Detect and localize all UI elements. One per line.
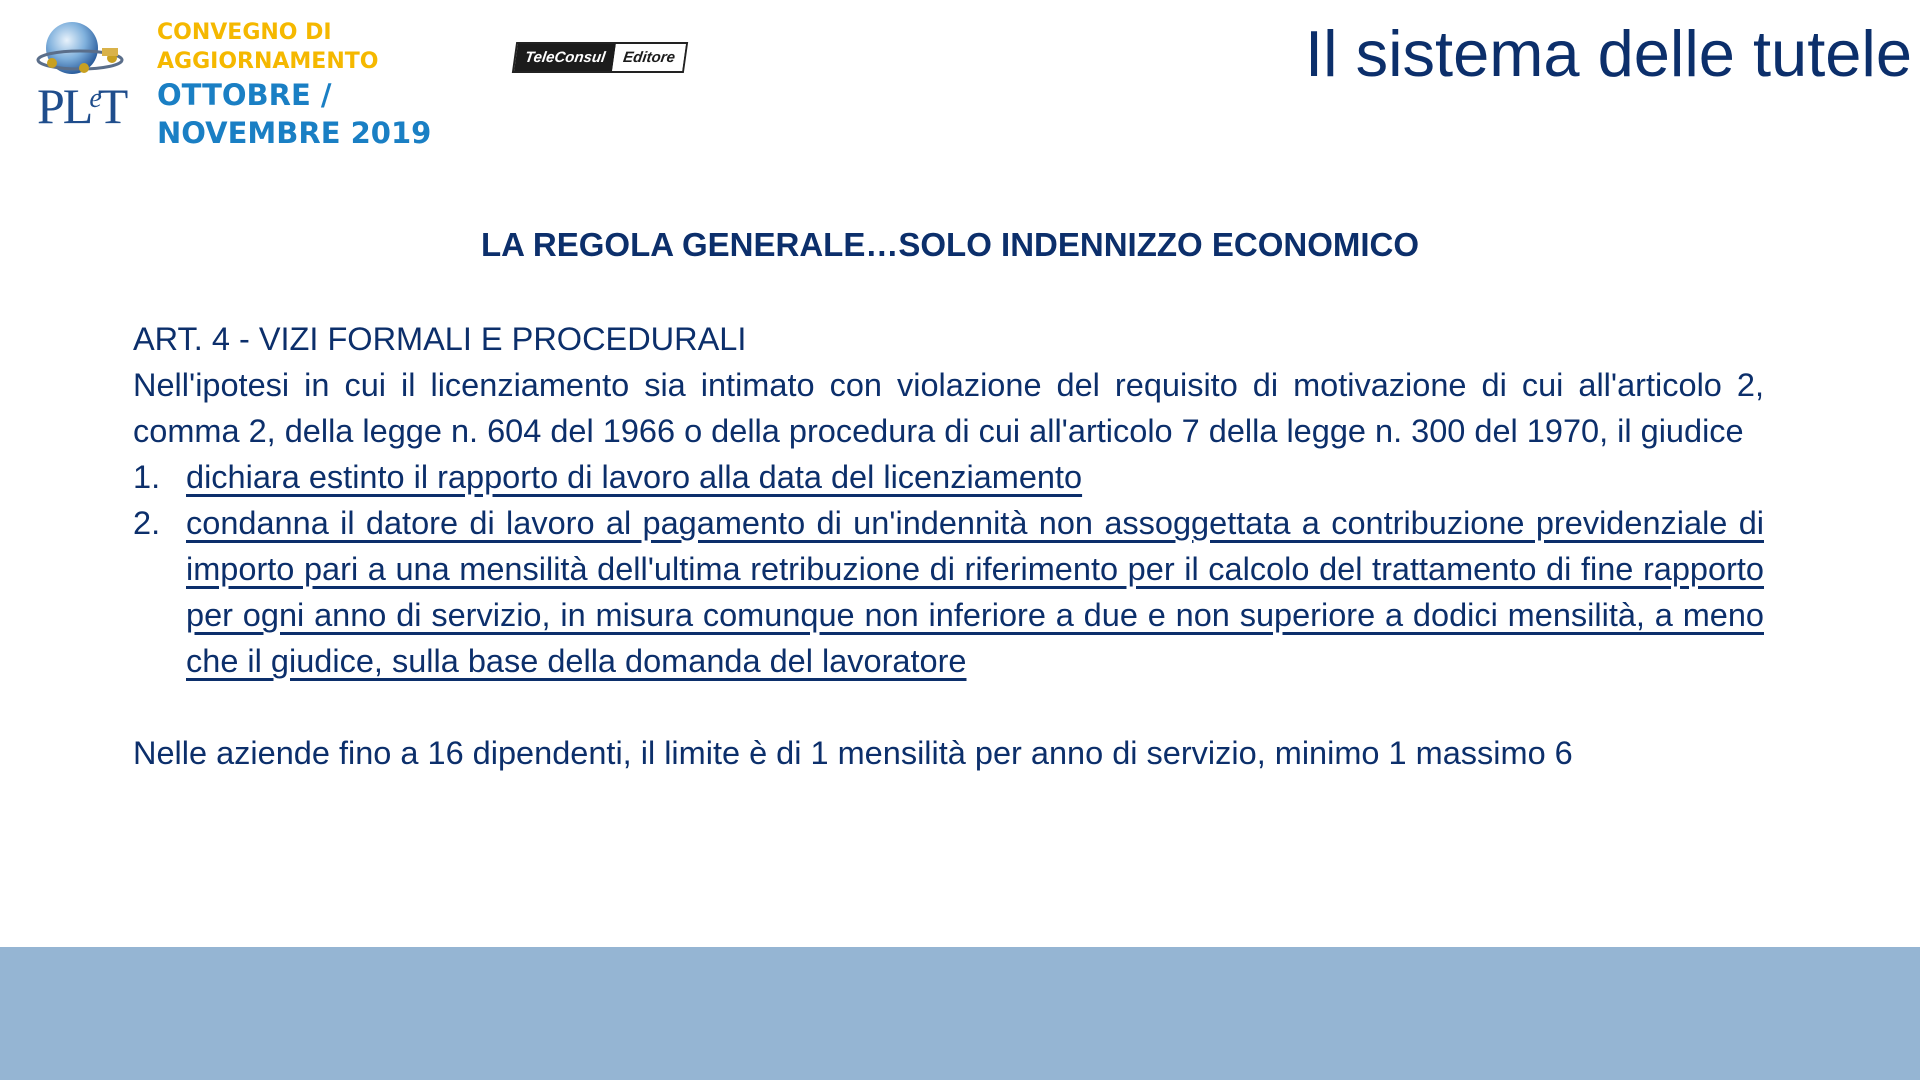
section-subtitle: LA REGOLA GENERALE…SOLO INDENNIZZO ECONOMICO <box>480 226 1420 263</box>
publisher-label: Editore <box>612 44 685 71</box>
globe-icon <box>34 18 126 78</box>
article-paragraph: Nell'ipotesi in cui il licenziamento sia intimato con violazione del requisito di motivazione di cui all'articolo 2, comma 2, della legge n. 604 del 1966 o della procedura di cui all'articolo 7 della legge n. 300 del 1970, il giudice <box>133 367 1764 449</box>
article-heading: ART. 4 - VIZI FORMALI E PROCEDURALI <box>133 321 747 357</box>
small-company-note: Nelle aziende fino a 16 dipendenti, il limite è di 1 mensilità per anno di servizio, minimo 1 massimo 6 <box>133 735 1573 771</box>
event-line-3: OTTOBRE / <box>157 78 332 112</box>
list-item-number: 2. <box>133 505 161 541</box>
publisher-logo <box>512 42 688 73</box>
plet-logo <box>34 18 127 134</box>
list-item <box>133 454 1764 500</box>
article-body <box>133 316 1764 776</box>
event-line-1: CONVEGNO DI <box>157 20 332 45</box>
list-item <box>133 500 1764 684</box>
list-item-text: dichiara estinto il rapporto di lavoro alla data del licenziamento <box>186 459 1083 495</box>
event-line-2: AGGIORNAMENTO <box>157 49 379 74</box>
footer-band <box>0 947 1920 1080</box>
list-item-number: 1. <box>133 459 161 495</box>
event-line-4: NOVEMBRE 2019 <box>157 116 432 150</box>
logo-wordmark: PLeT <box>37 78 127 134</box>
provisions-list <box>133 454 1764 684</box>
list-item-text: condanna il datore di lavoro al pagamento di un'indennità non assoggettata a contribuzione previdenziale di importo pari a una mensilità dell'ultima retribuzione di riferimento per il calcolo del trattamento di fine rapporto per ogni anno di servizio, in misura comunque non inferiore a due e non superiore a dodici mensilità, a meno che il giudice, sulla base della domanda del lavoratore <box>186 505 1764 679</box>
event-info <box>157 18 431 152</box>
publisher-name: TeleConsul <box>514 44 616 71</box>
slide-title: Il sistema delle tutele <box>1305 17 1912 90</box>
